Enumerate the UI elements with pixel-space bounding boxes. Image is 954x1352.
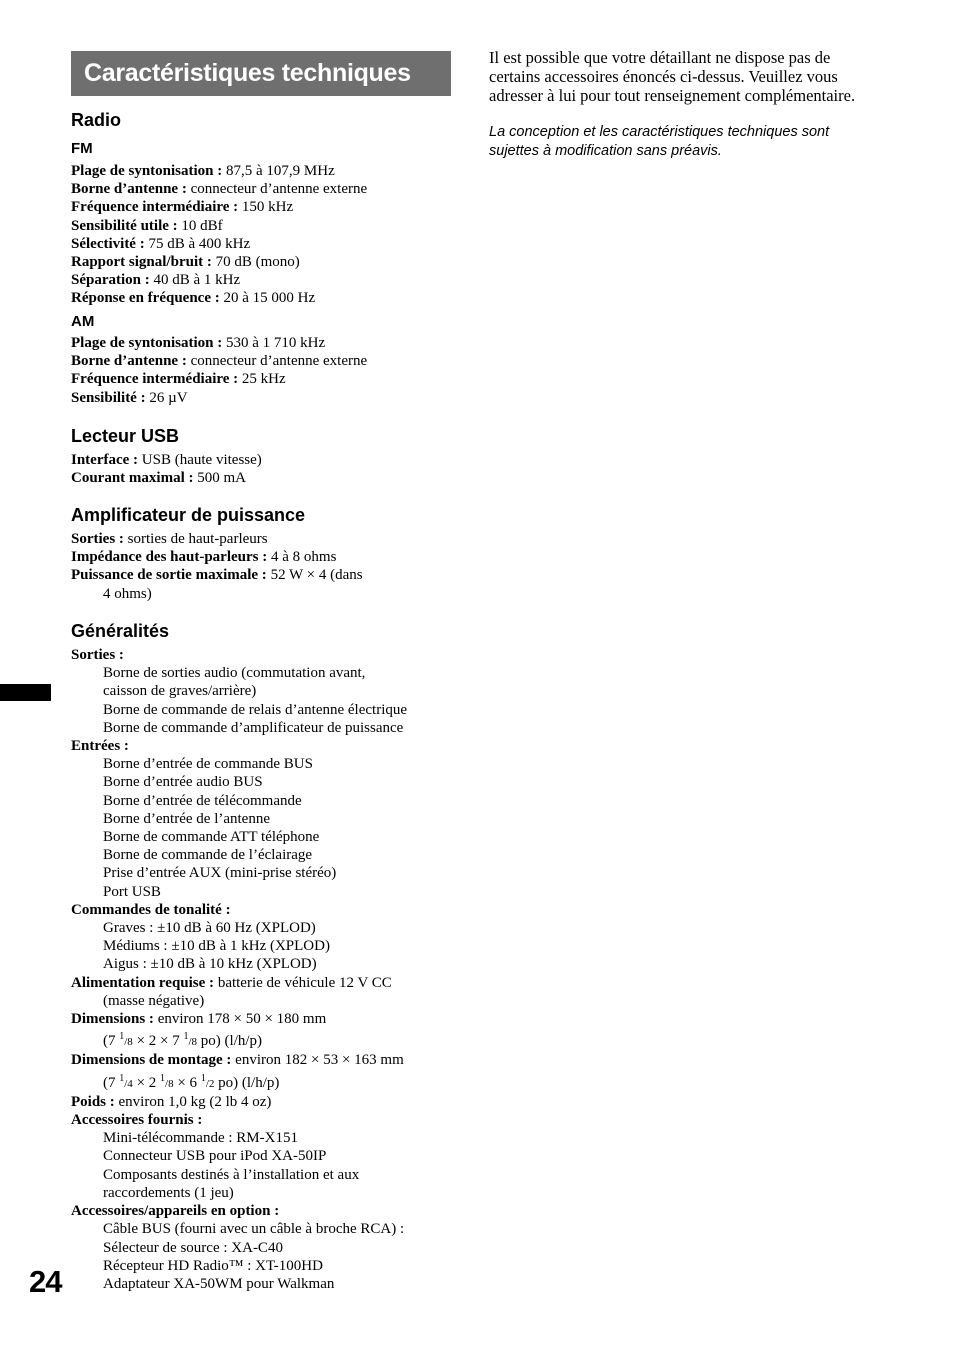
section-heading-amp: Amplificateur de puissance bbox=[71, 505, 306, 525]
spec-row: Interface : USB (haute vitesse) bbox=[71, 452, 262, 468]
list-item: Connecteur USB pour iPod XA-50IP bbox=[103, 1148, 327, 1165]
section-heading-usb: Lecteur USB bbox=[71, 426, 180, 446]
spec-row: Alimentation requise : batterie de véhicule 12 V CC bbox=[71, 974, 392, 991]
spec-row: Séparation : 40 dB à 1 kHz bbox=[71, 272, 241, 289]
spec-label: Accessoires fournis : bbox=[71, 1112, 203, 1129]
spec-row: Plage de syntonisation : 87,5 à 107,9 MHz bbox=[71, 163, 335, 179]
list-item: Borne d’entrée audio BUS bbox=[103, 774, 263, 791]
amp-specs bbox=[71, 530, 471, 603]
list-item: Borne de commande d’amplificateur de puissance bbox=[103, 719, 404, 736]
spec-row: Puissance de sortie maximale : 52 W × 4 (dans bbox=[71, 567, 363, 584]
spec-row: Courant maximal : 500 mA bbox=[71, 470, 246, 487]
spec-row: Dimensions de montage : environ 182 × 53 × 163 mm bbox=[71, 1052, 404, 1069]
right-column bbox=[489, 48, 874, 161]
list-item: Borne de commande de relais d’antenne électrique bbox=[103, 701, 408, 718]
list-item: Borne d’entrée de commande BUS bbox=[103, 756, 313, 773]
subheading-fm: FM bbox=[71, 140, 93, 157]
list-item: Aigus : ±10 dB à 10 kHz (XPLOD) bbox=[103, 956, 317, 973]
spec-row: Fréquence intermédiaire : 150 kHz bbox=[71, 199, 294, 216]
section-heading-radio: Radio bbox=[71, 110, 122, 130]
spec-label: Commandes de tonalité : bbox=[71, 901, 231, 918]
spec-row: Sorties : sorties de haut-parleurs bbox=[71, 531, 268, 547]
modification-note: La conception et les caractéristiques techniques sont sujettes à modification sans préavis. bbox=[489, 123, 830, 159]
spec-label: Accessoires/appareils en option : bbox=[71, 1203, 280, 1220]
list-item: raccordements (1 jeu) bbox=[103, 1184, 234, 1201]
list-item: caisson de graves/arrière) bbox=[103, 683, 257, 700]
am-specs bbox=[71, 334, 471, 407]
spec-row-continued: (7 $^1$/8 × 2 × 7 $^1$/8 po) (l/h/p) bbox=[103, 1031, 263, 1050]
spec-row: Borne d’antenne : connecteur d’antenne externe bbox=[71, 353, 368, 370]
spec-row: Rapport signal/bruit : 70 dB (mono) bbox=[71, 254, 300, 271]
list-item: Sélecteur de source : XA-C40 bbox=[103, 1239, 283, 1256]
list-item: Port USB bbox=[103, 883, 161, 900]
spec-row: Réponse en fréquence : 20 à 15 000 Hz bbox=[71, 290, 316, 307]
list-item: Récepteur HD Radio™ : XT-100HD bbox=[103, 1257, 323, 1274]
spec-row: Borne d’antenne : connecteur d’antenne externe bbox=[71, 181, 368, 198]
list-item: Borne d’entrée de l’antenne bbox=[103, 810, 270, 827]
spec-label: Entrées : bbox=[71, 738, 129, 755]
list-item: Borne d’entrée de télécommande bbox=[103, 792, 302, 809]
list-item: Prise d’entrée AUX (mini-prise stéréo) bbox=[103, 865, 337, 882]
general-specs bbox=[71, 646, 471, 1293]
spec-label: Sorties : bbox=[71, 647, 124, 663]
spec-row-continued: (7 $^1$/4 × 2 $^1$/8 × 6 $^1$/2 po) (l/h/p) bbox=[103, 1072, 280, 1091]
availability-paragraph: Il est possible que votre détaillant ne dispose pas de certains accessoires énoncés ci-dessus. Veuillez vous adresser à lui pour tout renseignement complémentaire. bbox=[489, 48, 856, 106]
section-tab-marker bbox=[0, 684, 51, 701]
section-heading-general: Généralités bbox=[71, 621, 170, 641]
fm-specs bbox=[71, 162, 471, 308]
spec-row: Plage de syntonisation : 530 à 1 710 kHz bbox=[71, 335, 326, 351]
spec-row: Impédance des haut-parleurs : 4 à 8 ohms bbox=[71, 549, 337, 566]
spec-row: Poids : environ 1,0 kg (2 lb 4 oz) bbox=[71, 1093, 272, 1110]
page-number: 24 bbox=[29, 1264, 62, 1299]
page-title: Caractéristiques techniques bbox=[71, 51, 451, 96]
list-item: Borne de sorties audio (commutation avant, bbox=[103, 665, 366, 682]
usb-specs bbox=[71, 451, 471, 487]
spec-row-continued: 4 ohms) bbox=[103, 585, 152, 602]
list-item: Mini-télécommande : RM-X151 bbox=[103, 1130, 298, 1147]
list-item: Adaptateur XA-50WM pour Walkman bbox=[103, 1275, 335, 1292]
spec-row-continued: (masse négative) bbox=[103, 992, 205, 1009]
list-item: Borne de commande de l’éclairage bbox=[103, 847, 313, 864]
list-item: Composants destinés à l’installation et aux bbox=[103, 1166, 360, 1183]
subheading-am: AM bbox=[71, 313, 95, 330]
spec-row: Sensibilité utile : 10 dBf bbox=[71, 217, 223, 234]
list-item: Borne de commande ATT téléphone bbox=[103, 829, 320, 846]
spec-row: Fréquence intermédiaire : 25 kHz bbox=[71, 371, 286, 388]
spec-row: Sensibilité : 26 µV bbox=[71, 389, 188, 406]
list-item: Médiums : ±10 dB à 1 kHz (XPLOD) bbox=[103, 938, 330, 955]
spec-row: Dimensions : environ 178 × 50 × 180 mm bbox=[71, 1011, 327, 1028]
list-item: Câble BUS (fourni avec un câble à broche RCA) : bbox=[103, 1221, 405, 1238]
spec-row: Sélectivité : 75 dB à 400 kHz bbox=[71, 235, 251, 252]
list-item: Graves : ±10 dB à 60 Hz (XPLOD) bbox=[103, 920, 316, 937]
